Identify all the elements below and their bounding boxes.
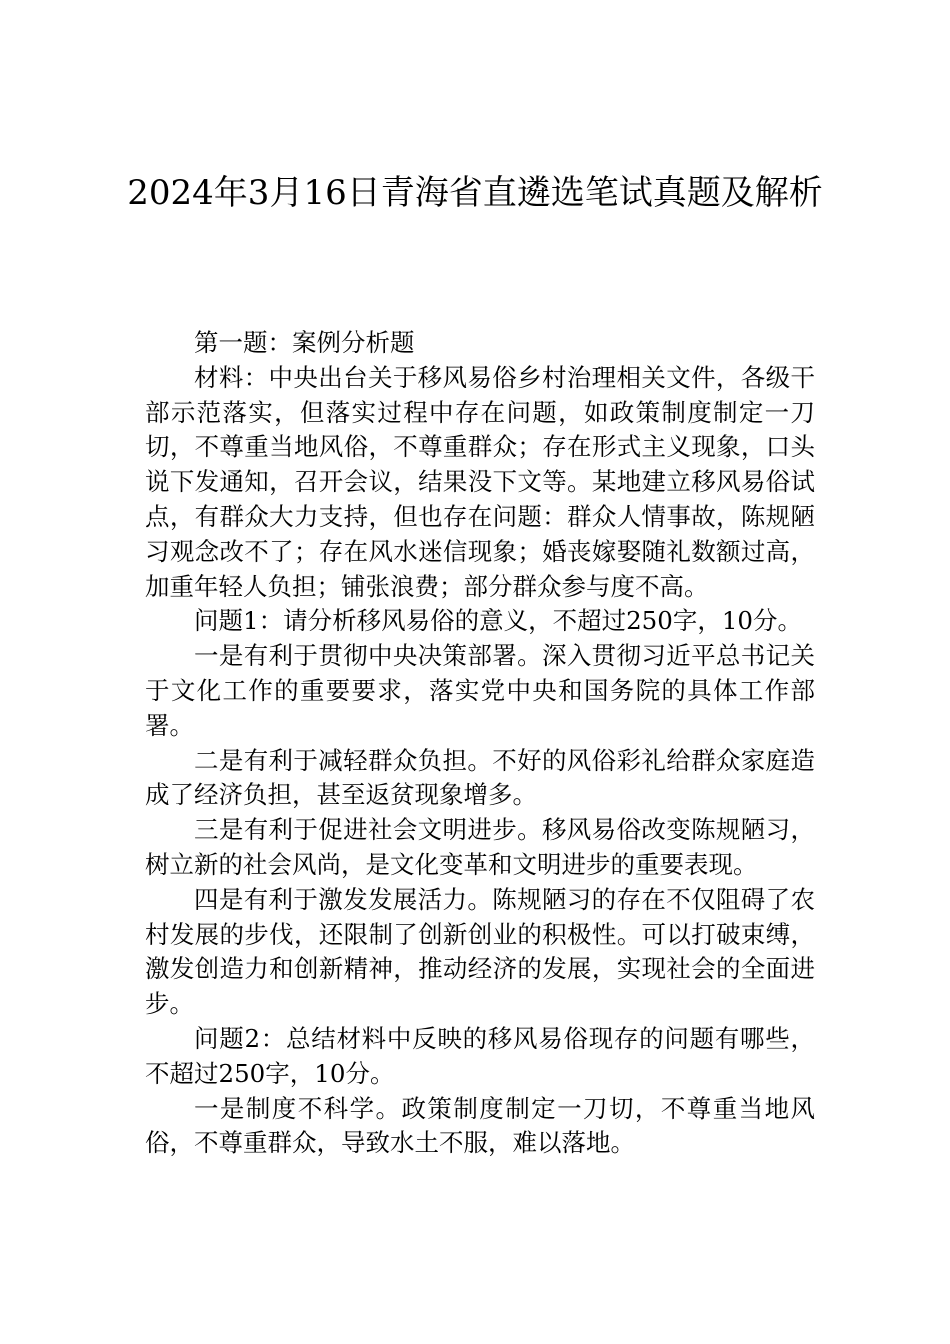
document-title: 2024年3月16日青海省直遴选笔试真题及解析: [127, 173, 823, 213]
answer-point-3: 三是有利于促进社会文明进步。移风易俗改变陈规陋习，树立新的社会风尚，是文化变革和文明进步的重要表现。: [145, 815, 815, 879]
answer-point-4: 四是有利于激发发展活力。陈规陋习的存在不仅阻碍了农村发展的步伐，还限制了创新创业的积极性。可以打破束缚，激发创造力和创新精神，推动经济的发展，实现社会的全面进步。: [145, 884, 815, 1019]
answer-point-1: 一是有利于贯彻中央决策部署。深入贯彻习近平总书记关于文化工作的重要要求，落实党中央和国务院的具体工作部署。: [145, 641, 815, 740]
question-2: 问题2：总结材料中反映的移风易俗现存的问题有哪些，不超过250字，10分。: [145, 1023, 815, 1088]
question-1: 问题1：请分析移风易俗的意义，不超过250字，10分。: [194, 606, 803, 636]
document-body: [145, 326, 815, 1161]
section-heading: 第一题：案例分析题: [194, 328, 415, 357]
answer-point-2: 二是有利于减轻群众负担。不好的风俗彩礼给群众家庭造成了经济负担，甚至返贫现象增多。: [145, 745, 815, 810]
material-paragraph: 材料：中央出台关于移风易俗乡村治理相关文件，各级干部示范落实，但落实过程中存在问题，如政策制度制定一刀切，不尊重当地风俗，不尊重群众；存在形式主义现象，口头说下发通知，召开会议，结果没下文等。某地建立移风易俗试点，有群众大力支持，但也存在问题：群众人情事故，陈规陋习观念改不了；存在风水迷信现象；婚丧嫁娶随礼数额过高，加重年轻人负担；铺张浪费；部分群众参与度不高。: [145, 362, 815, 601]
answer-point-5: 一是制度不科学。政策制度制定一刀切，不尊重当地风俗，不尊重群众，导致水土不服，难以落地。: [145, 1093, 815, 1158]
